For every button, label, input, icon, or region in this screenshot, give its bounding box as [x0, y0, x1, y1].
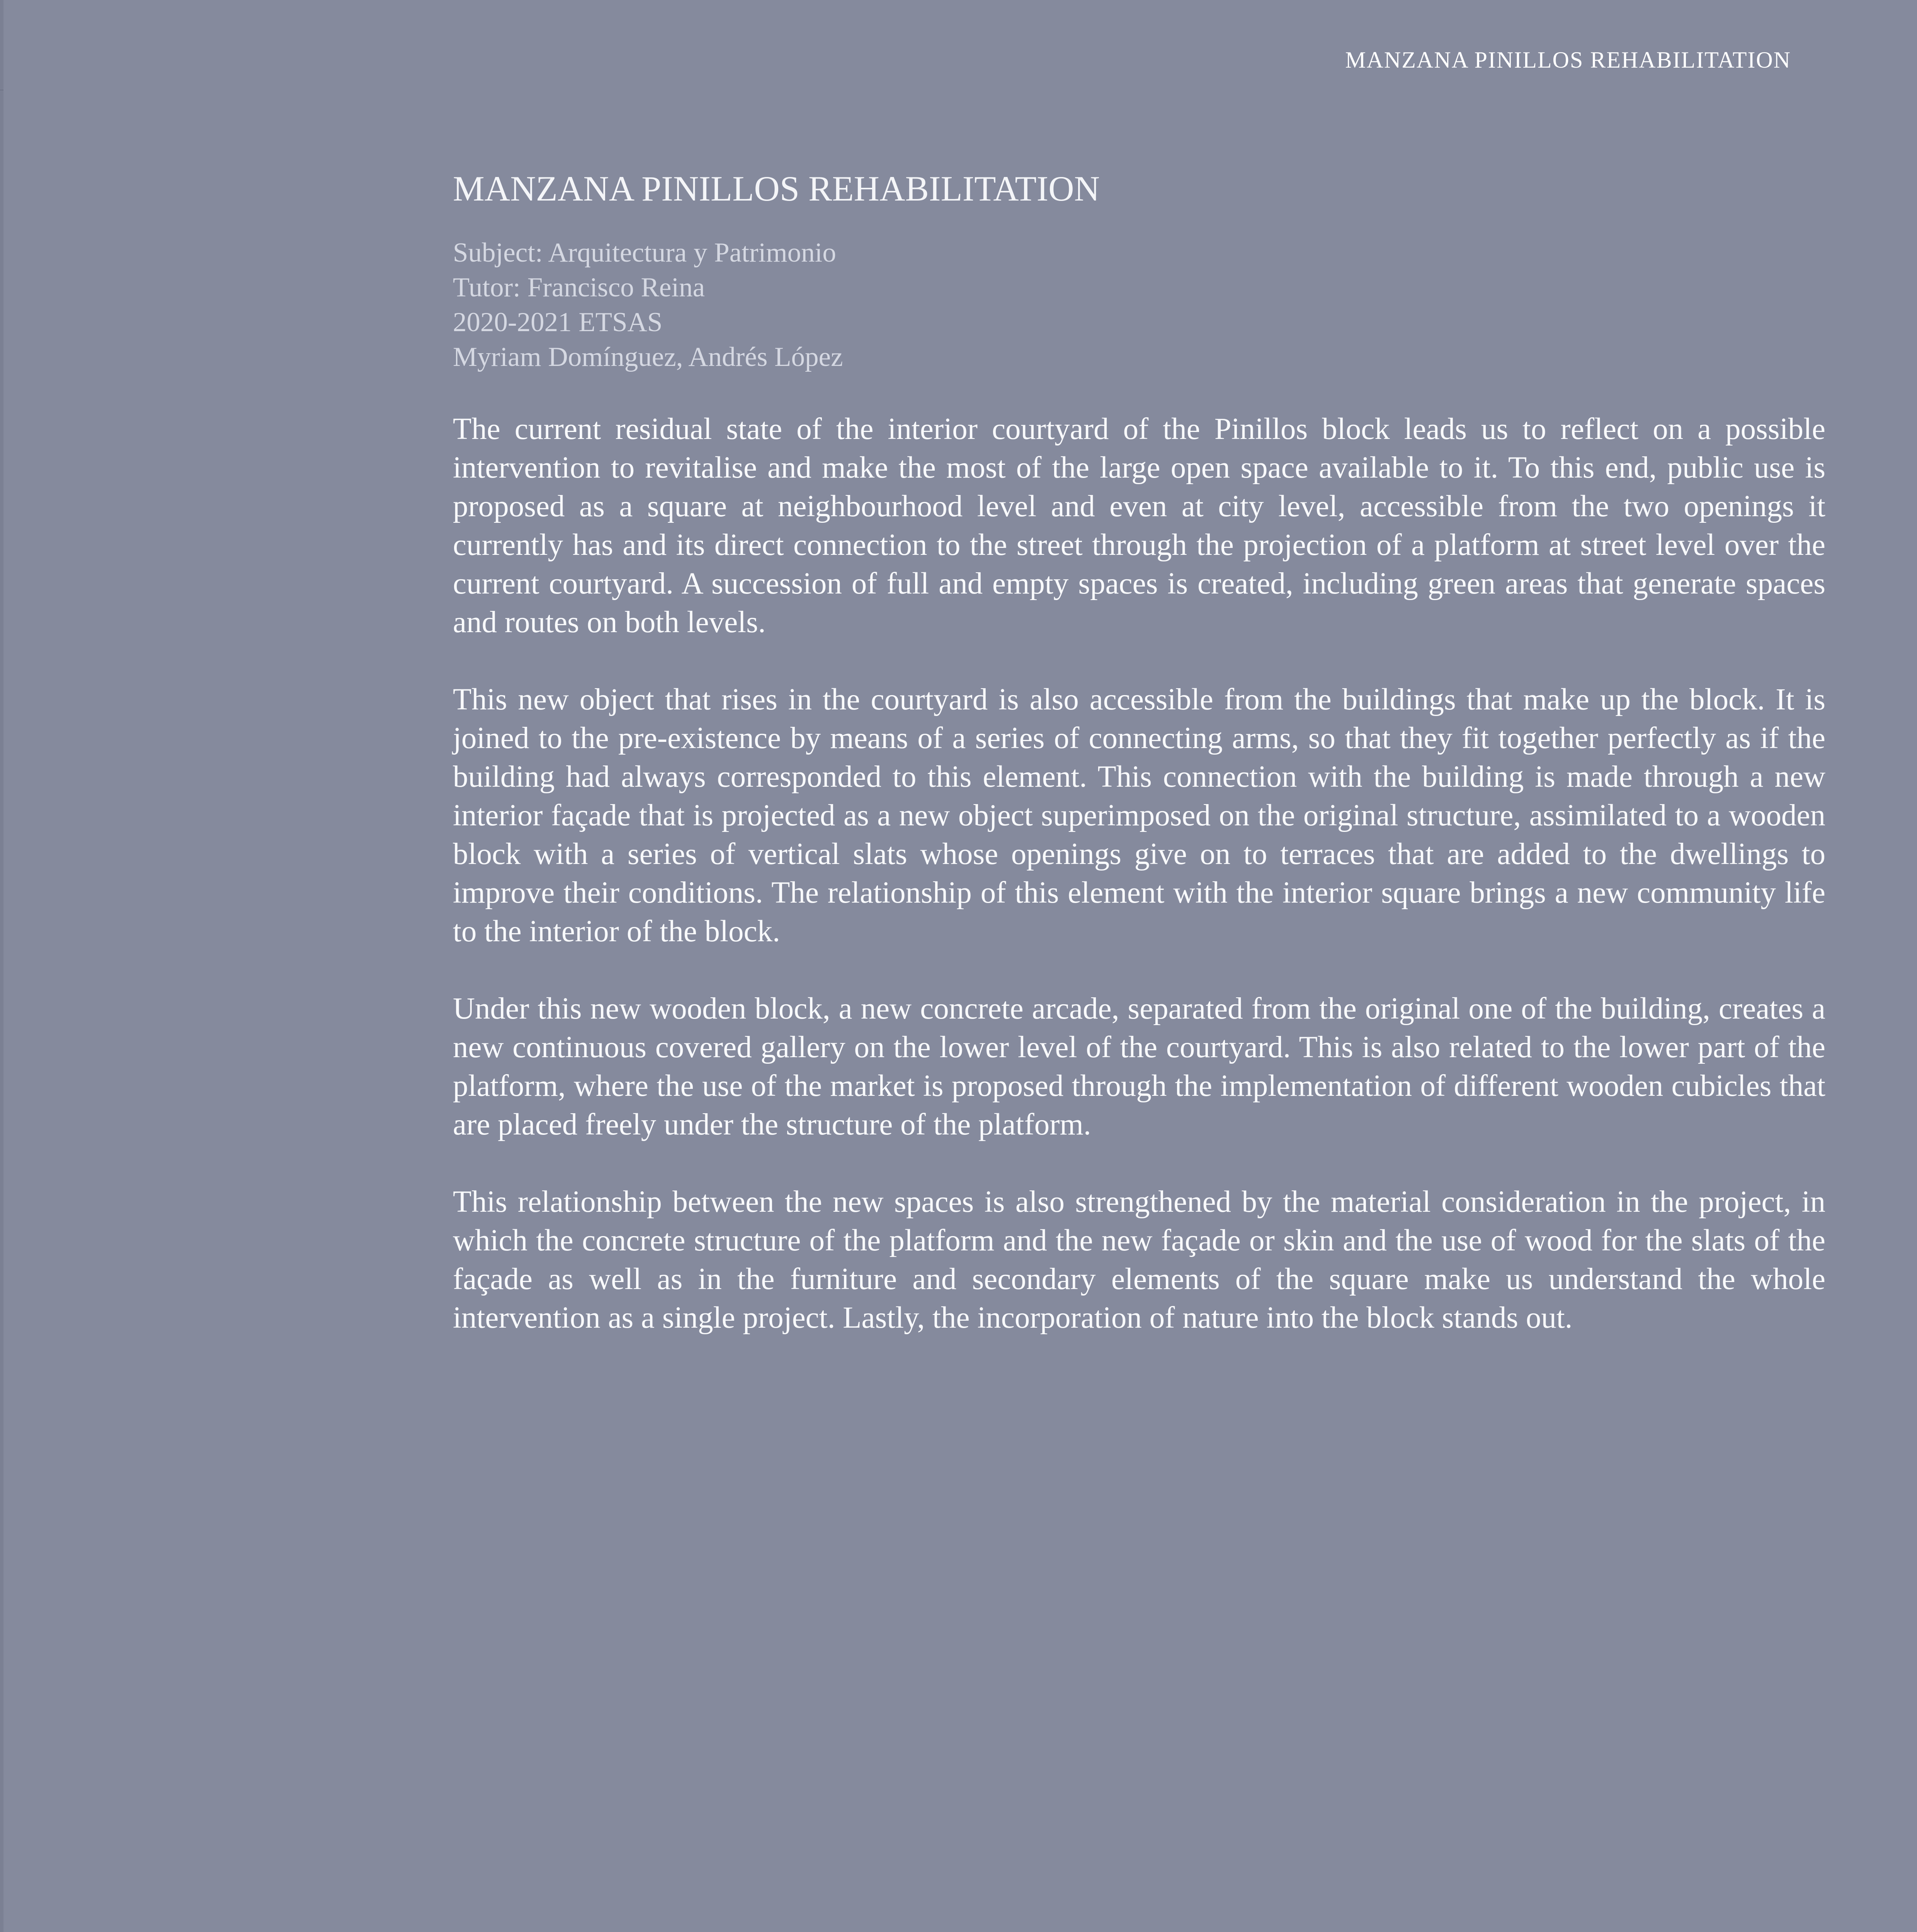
paragraph: Under this new wooden block, a new concrete arcade, separated from the original one of the building, creates a new continuous covered gallery on the lower level of the courtyard. This is also related to the lower part of the platform, where the use of the market is proposed through the implementation of different wooden cubicles that are placed freely under the structure of the platform. [453, 992, 1825, 1142]
article-body [453, 410, 1825, 1337]
paragraph: This relationship between the new spaces is also strengthened by the material consideration in the project, in which the concrete structure of the platform and the new façade or skin and the use of wood for the slats of the façade as well as in the furniture and secondary elements of the square make us understand the whole intervention as a single project. Lastly, the incorporation of nature into the block stands out. [453, 1185, 1825, 1335]
left-page-edge [0, 0, 3, 1932]
meta-year-school: 2020-2021 ETSAS [453, 307, 663, 338]
paragraph: The current residual state of the interior courtyard of the Pinillos block leads us to reflect on a possible intervention to revitalise and make the most of the large open space available to it. To this end, public use is proposed as a square at neighbourhood level and even at city level, accessible from the two openings it currently has and its direct connection to the street through the projection of a platform at street level over the current courtyard. A succession of full and empty spaces is created, including green areas that generate spaces and routes on both levels. [453, 412, 1825, 639]
meta-authors: Myriam Domínguez, Andrés López [453, 342, 843, 372]
project-meta [453, 235, 1825, 374]
page-title: MANZANA PINILLOS REHABILITATION [453, 169, 1100, 208]
running-header: MANZANA PINILLOS REHABILITATION [1345, 47, 1791, 73]
paragraph: This new object that rises in the courtyard is also accessible from the buildings that make up the block. It is joined to the pre-existence by means of a series of connecting arms, so that they fit together perfectly as if the building had always corresponded to this element. This connection with the building is made through a new interior façade that is projected as a new object superimposed on the original structure, assimilated to a wooden block with a series of vertical slats whose openings give on to terraces that are added to the dwellings to improve their conditions. The relationship of this element with the interior square brings a new community life to the interior of the block. [453, 683, 1825, 949]
article [453, 169, 1825, 1376]
meta-tutor: Tutor: Francisco Reina [453, 272, 705, 303]
meta-subject: Subject: Arquitectura y Patrimonio [453, 238, 836, 268]
